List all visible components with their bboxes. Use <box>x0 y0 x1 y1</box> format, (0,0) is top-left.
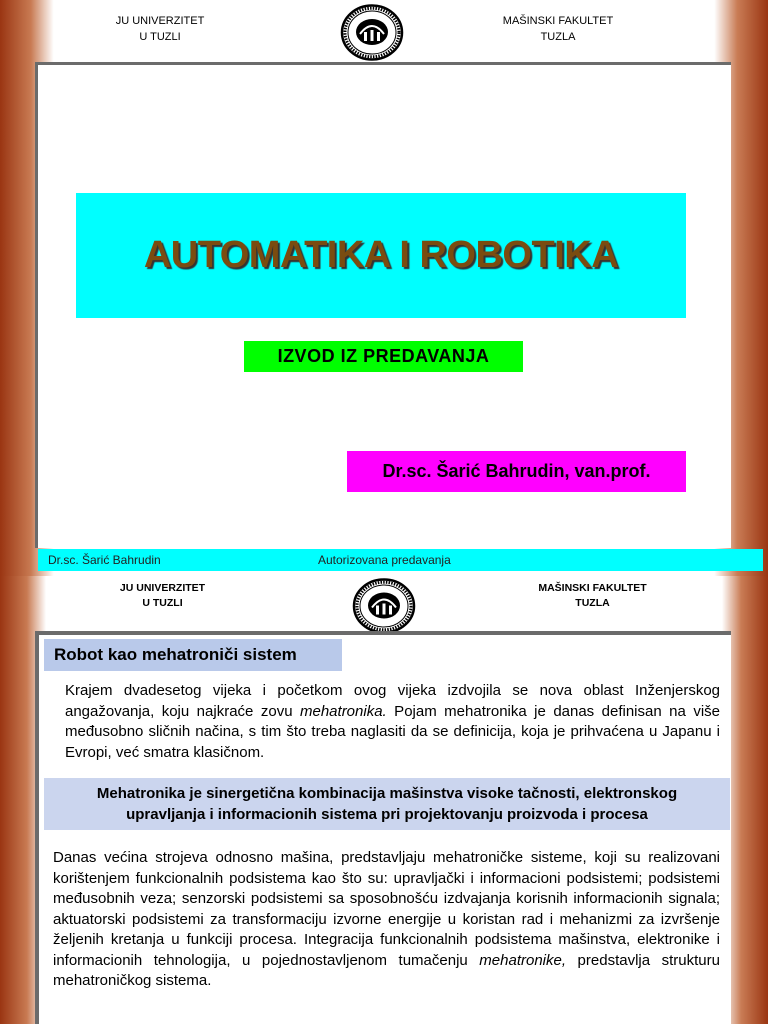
header-faculty-line1: MAŠINSKI FAKULTET <box>502 15 614 27</box>
intro-text-end: Pojam mehatronika je danas definisan na više međusobno sličnih načina, s tim što treba naglasiti da se definicija, koja je prihvaćena u Japanu i Evropi, već smatra klasičnom. <box>65 702 720 761</box>
body-text-end: predstavlja strukturu mehatroničkog sistema. <box>53 951 720 989</box>
header-university-line2: U TUZLI <box>142 597 183 609</box>
header-faculty <box>498 13 618 45</box>
header-faculty <box>530 581 655 611</box>
body-term-italic: mehatronike, <box>479 951 567 969</box>
section-heading: Robot kao mehatroniči sistem <box>44 639 342 671</box>
header-university <box>110 13 210 45</box>
slide-mechatronics <box>0 576 768 1024</box>
header-faculty-line1: MAŠINSKI FAKULTET <box>538 582 647 594</box>
course-title: AUTOMATIKA I ROBOTIKA <box>143 234 619 276</box>
intro-paragraph <box>65 681 720 763</box>
intro-text-start: Krajem dvadesetog vijeka i početkom ovog vijeka izdvojila se nova oblast Inženjerskog angažovanja, koju najkraće zovu <box>65 682 720 720</box>
definition-highlight <box>44 778 730 830</box>
header-university-line1: JU UNIVERZITET <box>119 582 206 594</box>
subtitle-badge: IZVOD IZ PREDAVANJA <box>244 341 523 372</box>
definition-line1: Mehatronika je sinergetična kombinacija mašinstva visoke tačnosti, elektronskog <box>96 785 678 802</box>
university-seal-icon <box>352 578 416 634</box>
footer-caption: Autorizovana predavanja <box>318 553 451 567</box>
intro-term-italic: mehatronika. <box>300 702 387 720</box>
author-badge: Dr.sc. Šarić Bahrudin, van.prof. <box>347 451 686 492</box>
definition-line2: upravljanja i informacionih sistema pri projektovanju proizvoda i procesa <box>126 806 648 823</box>
footer-author: Dr.sc. Šarić Bahrudin <box>48 553 161 567</box>
body-text-start: Danas većina strojeva odnosno mašina, predstavljaju mehatroničke sisteme, koji su realizovani korištenjem funkcionalnih podsistema kao što su: upravljački i informacioni podsistemi; podsistemi međusobnih veza; senzorski podsistemi sa sposobnošću izdvajanja korisnih informacionih signala; aktuatorski podsistemi za transformaciju izvorne energije u koristan rad i mehanizmi za izvršenje željenih kretanja u funkciji procesa. Integracija funkcionalnih podsistema mašinstva, elektronike i informacionih tehnologija, u pojednostavljenom tumačenju <box>53 849 720 969</box>
university-seal-icon <box>340 4 404 61</box>
header-university <box>110 581 215 611</box>
header-faculty-line2: TUZLA <box>575 597 610 609</box>
body-paragraph <box>53 848 720 992</box>
header-university-line2: U TUZLI <box>139 31 181 43</box>
header-university-line1: JU UNIVERZITET <box>115 15 205 27</box>
slide-footer <box>38 549 763 571</box>
header-faculty-line2: TUZLA <box>540 31 576 43</box>
title-box <box>76 193 686 318</box>
